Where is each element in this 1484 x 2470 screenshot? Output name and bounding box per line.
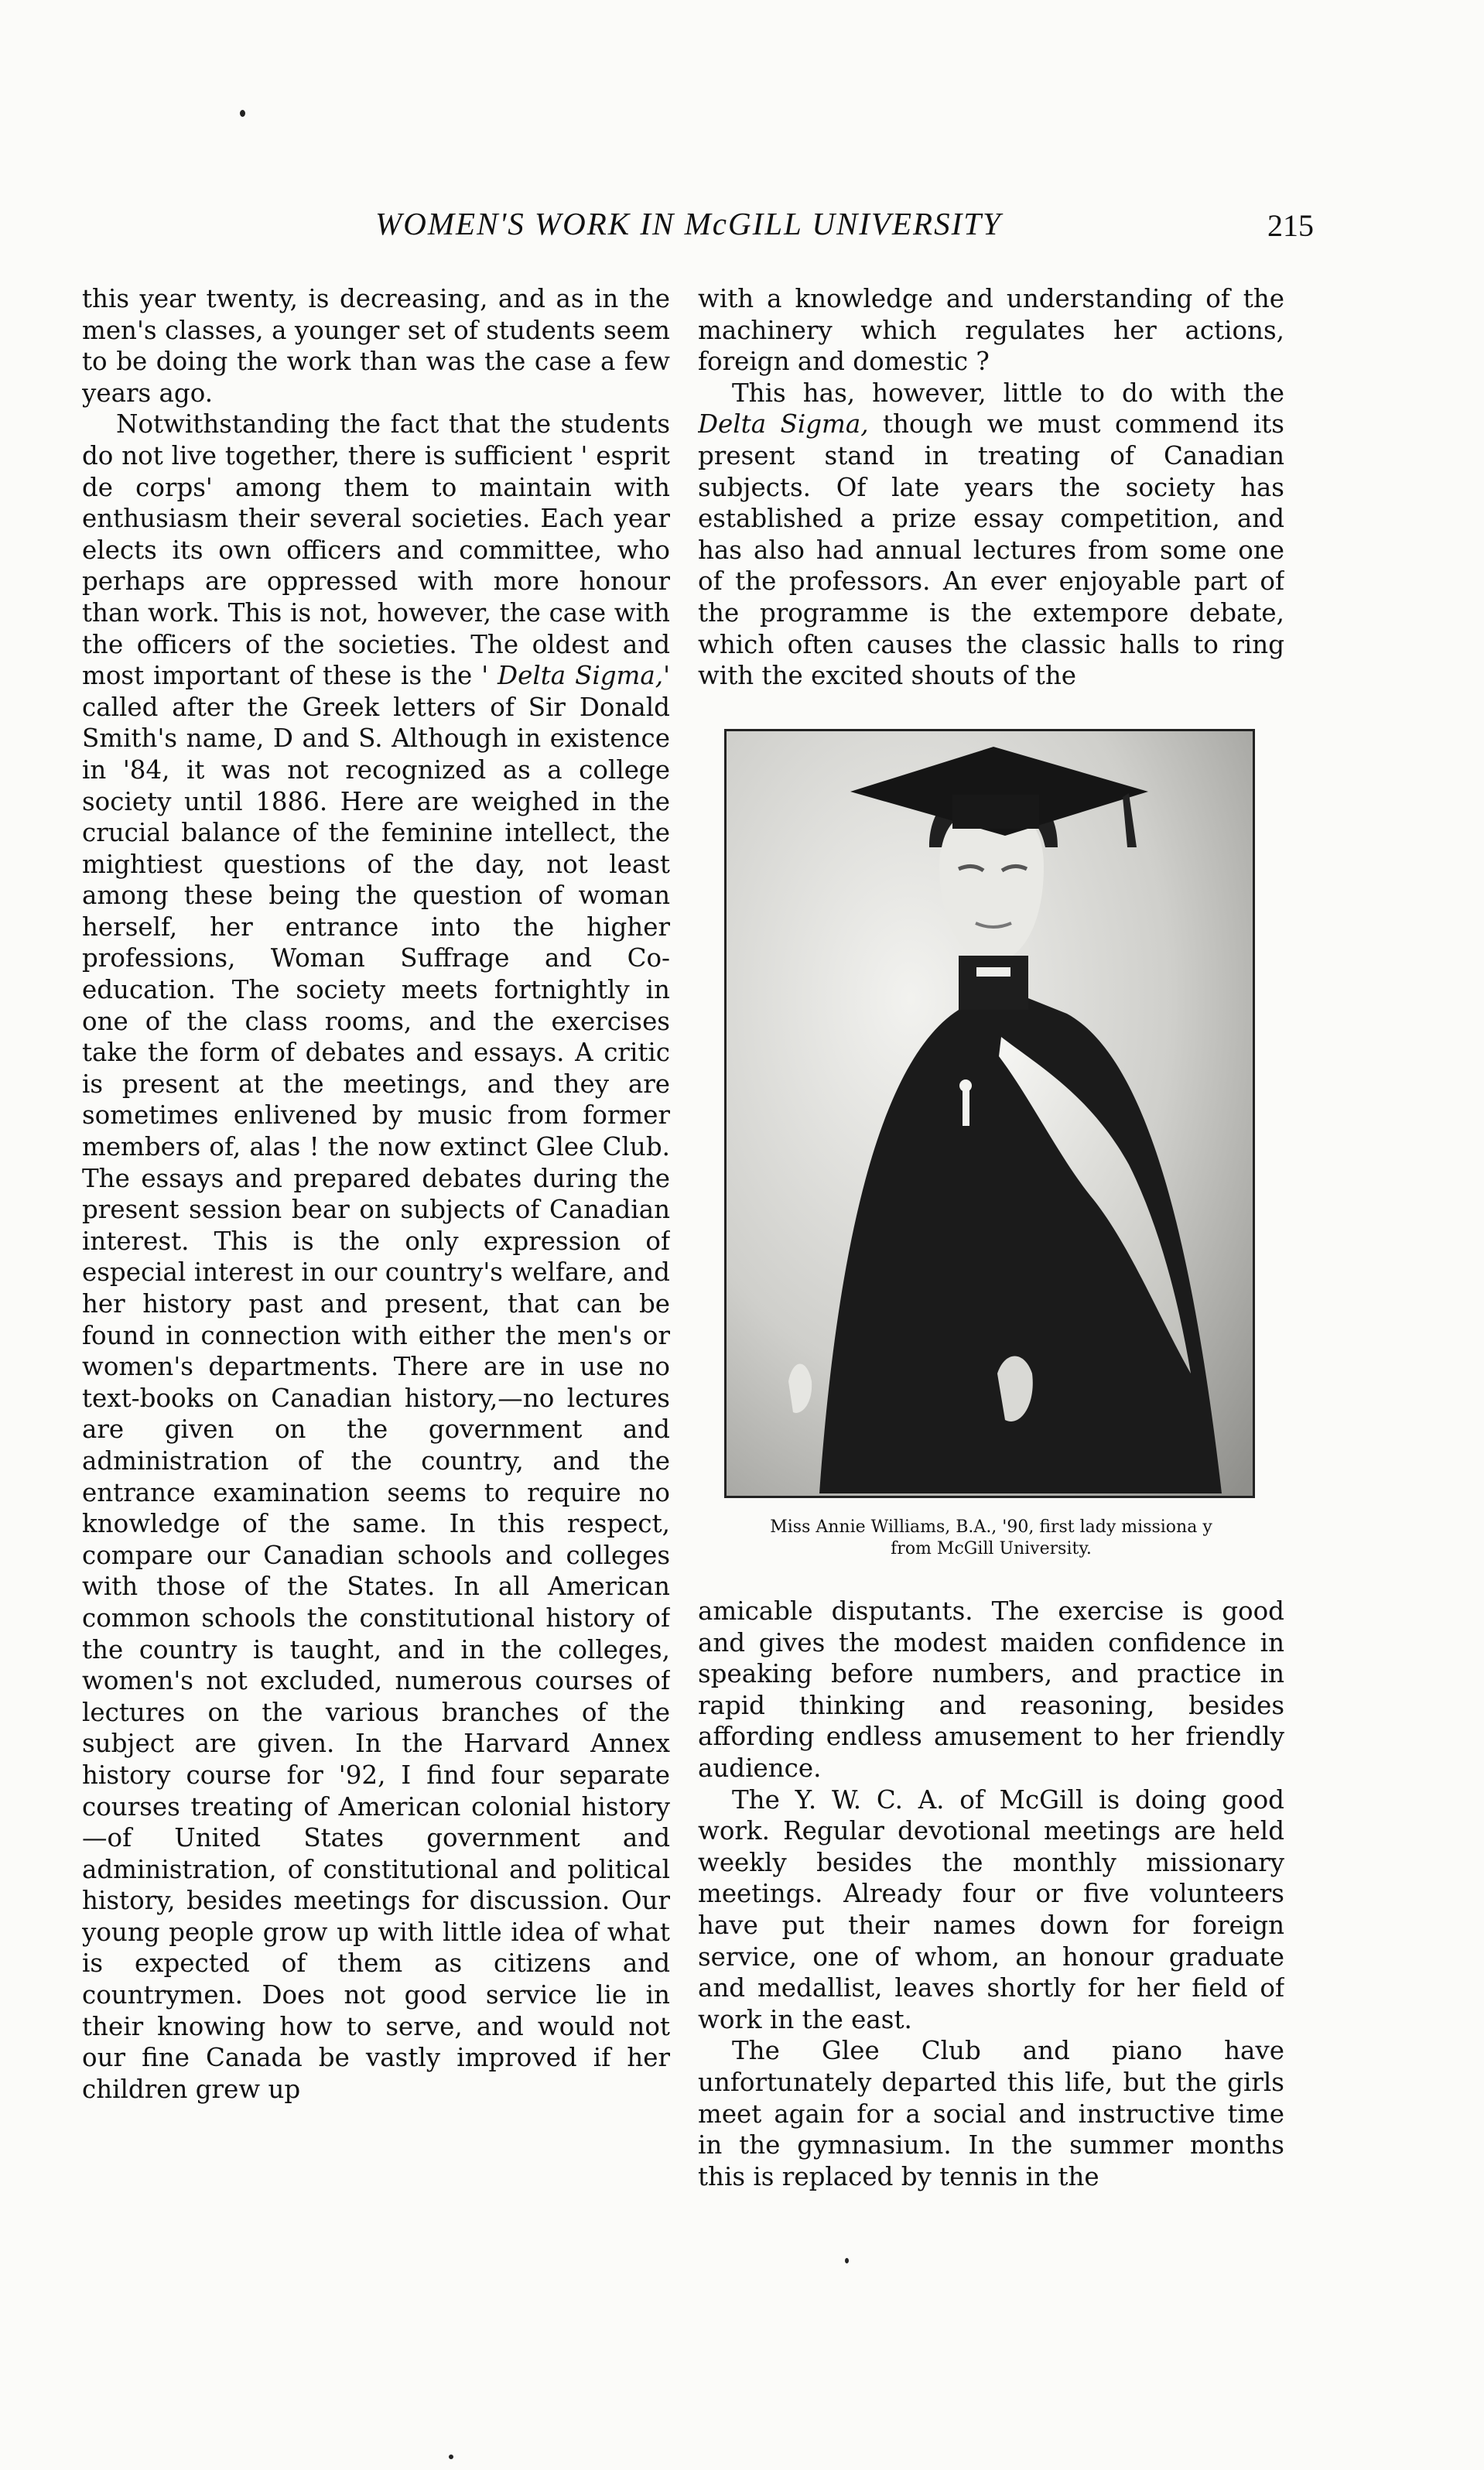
right-paragraph-2-start: This has, however, little to do with the xyxy=(732,378,1284,408)
left-paragraph-2-start: Notwithstanding the fact that the students do not live together, there is sufficient ' esprit de corps' among them to maintain with enthusiasm their several societies. Each year elects its own officers and committee, who perhaps are oppressed with more honour than work. This is not, however, the case with the officers of the societies. The oldest and most important of these is the xyxy=(82,409,670,691)
left-paragraph-2 xyxy=(82,409,670,2105)
portrait-photo xyxy=(724,729,1255,1498)
delta-sigma-italic: Delta Sigma, xyxy=(698,409,869,440)
portrait-illustration xyxy=(727,731,1253,1496)
right-paragraph-2-rest: though we must commend its present stand in treating of Canadian subjects. Of late years the society has established a prize essay competition, and has also had annual lectures from some one of the professors. An ever enjoyable part of the programme is the extempore debate, which often causes the classic halls to ring with the excited shouts of the xyxy=(698,409,1284,691)
page-number: 215 xyxy=(1267,208,1314,243)
pin-ornament xyxy=(963,1087,969,1126)
right-paragraph-3: amicable disputants. The exercise is good and gives the modest maiden confidence in speaking before numbers, and practice in rapid thinking and reasoning, besides affording endless amusement to her friendly audience. xyxy=(698,1596,1284,1783)
delta-sigma-title: ' Delta Sigma,' xyxy=(481,661,670,691)
running-head: WOMEN'S WORK IN McGILL UNIVERSITY xyxy=(375,206,1002,241)
collar-trim xyxy=(976,967,1010,977)
print-speck xyxy=(240,110,245,117)
right-paragraph-2 xyxy=(698,378,1284,692)
left-column xyxy=(82,283,670,2225)
right-paragraph-1: with a knowledge and understanding of the machinery which regulates her actions, foreign and domestic ? xyxy=(698,284,1284,377)
print-speck xyxy=(449,2455,453,2459)
right-column-bottom xyxy=(698,1596,1284,2230)
right-paragraph-5: The Glee Club and piano have unfortunately departed this life, but the girls meet again for a social and instructive time in the gymnasium. In the summer months this is replaced by tennis in the xyxy=(698,2036,1284,2191)
caption-line-2: from McGill University. xyxy=(891,1539,1092,1558)
right-paragraph-4: The Y. W. C. A. of McGill is doing good work. Regular devotional meetings are held weekly besides the monthly missionary meetings. Already four or five volunteers have put their names down for foreign service, one of whom, an honour graduate and medallist, leaves shortly for her field of work in the east. xyxy=(698,1784,1284,2034)
left-paragraph-2-rest: called after the Greek letters of Sir Donald Smith's name, D and S. Although in existence in '84, it was not recognized as a college society until 1886. Here are weighed in the crucial balance of the feminine intellect, the mightiest questions of the day, not least among these being the question of woman herself, her entrance into the higher professions, Woman Suffrage and Co-education. The society meets fortnightly in one of the class rooms, and the exercises take the form of debates and essays. A critic is present at the meetings, and they are sometimes enlivened by music from former members of, alas ! the now extinct Glee Club. The essays and prepared debates during the present session bear on subjects of Canadian interest. This is the only expression of especial interest in our country's welfare, and her history past and present, that can be found in connection with either the men's or women's departments. There are in use no text-books on Canadian history,—no lectures are given on the government and administration of the country, and the entrance examination seems to require no knowledge of the same. In this respect, compare our Canadian schools and colleges with those of the States. In all American common schools the constitutional history of the country is taught, and in the colleges, women's not excluded, numerous courses of lectures on the various branches of the subject are given. In the Harvard Annex history course for '92, I find four separate courses treating of American colonial history—of United States government and administration, of constitutional and political history, besides meetings for discussion. Our young people grow up with little idea of what is expected of them as citizens and countrymen. Does not good service lie in their knowing how to serve, and would not our fine Canada be vastly improved if her children grew up xyxy=(82,692,670,2104)
left-paragraph-1: this year twenty, is decreasing, and as in the men's classes, a younger set of students seem to be doing the work than was the case a few years ago. xyxy=(82,284,670,408)
caption-line-1: Miss Annie Williams, B.A., '90, first lady missiona y xyxy=(770,1517,1212,1537)
figure-caption xyxy=(701,1517,1281,1560)
print-speck xyxy=(845,2258,849,2263)
cap-band xyxy=(952,795,1039,829)
collar xyxy=(959,956,1028,1010)
right-column-top xyxy=(698,283,1284,713)
pin-head xyxy=(959,1079,972,1092)
